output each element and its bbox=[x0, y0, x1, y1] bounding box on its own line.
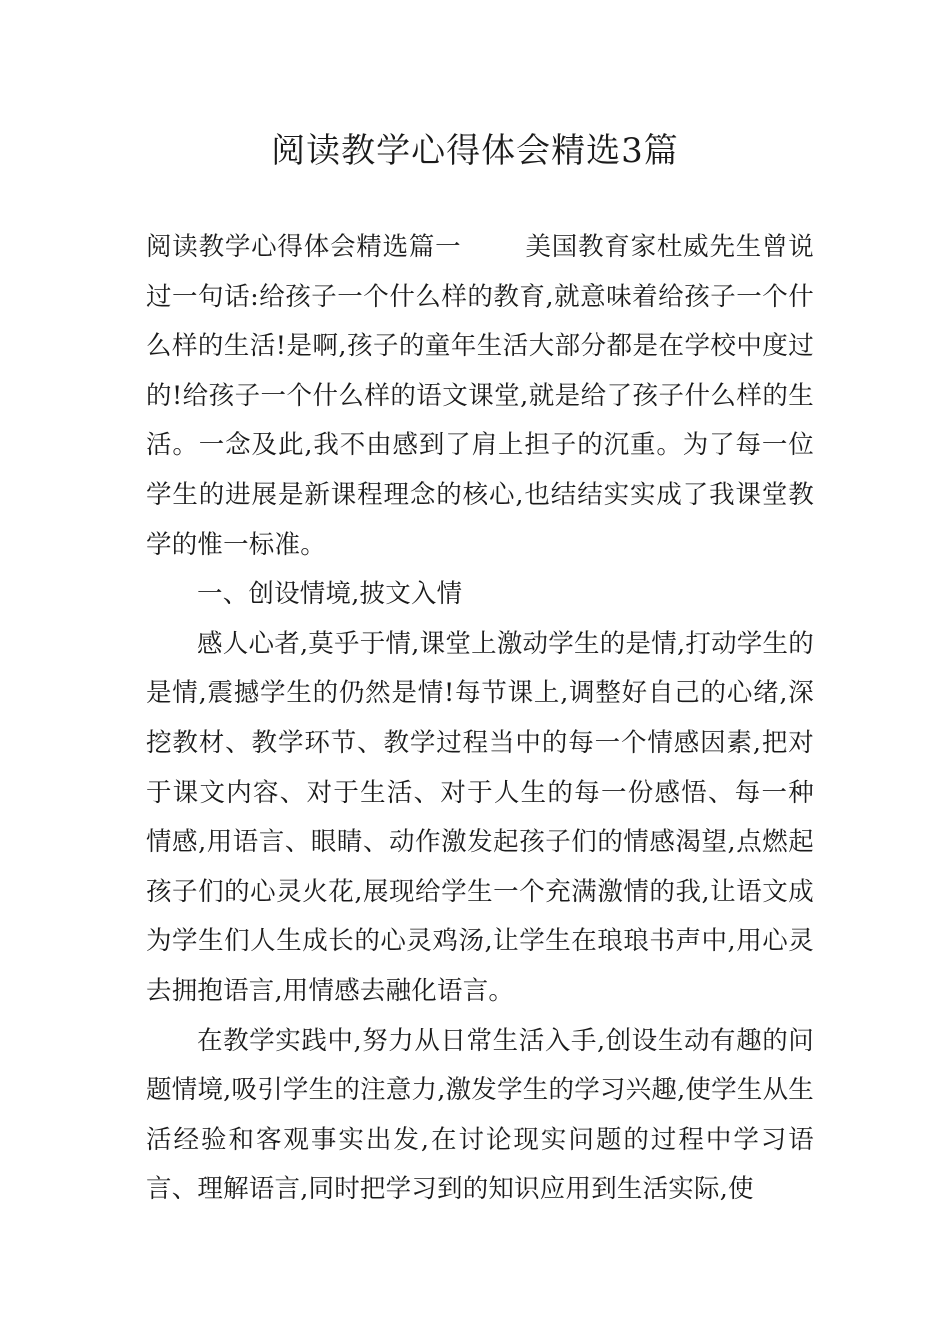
paragraph-text: 美国教育家杜威先生曾说过一句话:给孩子一个什么样的教育,就意味着给孩子一个什么样的生活!是啊,孩子的童年生活大部分都是在学校中度过的!给孩子一个什么样的语文课堂,就是给了孩子什么样的生活。一念及此,我不由感到了肩上担子的沉重。为了每一位学生的进展是新课程理念的核心,也结结实实成了我课堂教学的惟一标准。 bbox=[146, 232, 814, 560]
paragraph: 在教学实践中,努力从日常生活入手,创设生动有趣的问题情境,吸引学生的注意力,激发学生的学习兴趣,使学生从生活经验和客观事实出发,在讨论现实问题的过程中学习语言、理解语言,同时把学习到的知识应用到生活实际,使 bbox=[146, 1025, 814, 1205]
paragraph: 感人心者,莫乎于情,课堂上激动学生的是情,打动学生的是情,震撼学生的仍然是情!每节课上,调整好自己的心绪,深挖教材、教学环节、教学过程当中的每一个情感因素,把对于课文内容、对于生活、对于人生的每一份感悟、每一种情感,用语言、眼睛、动作激发起孩子们的情感渴望,点燃起孩子们的心灵火花,展现给学生一个充满激情的我,让语文成为学生们人生成长的心灵鸡汤,让学生在琅琅书声中,用心灵去拥抱语言,用情感去融化语言。 bbox=[146, 628, 814, 1006]
paragraph-intro bbox=[146, 223, 814, 570]
document-body bbox=[146, 223, 814, 1215]
section-heading: 阅读教学心得体会精选篇一 bbox=[146, 232, 462, 262]
document-title: 阅读教学心得体会精选3篇 bbox=[271, 131, 679, 171]
subheading: 一、创设情境,披文入情 bbox=[197, 579, 463, 610]
